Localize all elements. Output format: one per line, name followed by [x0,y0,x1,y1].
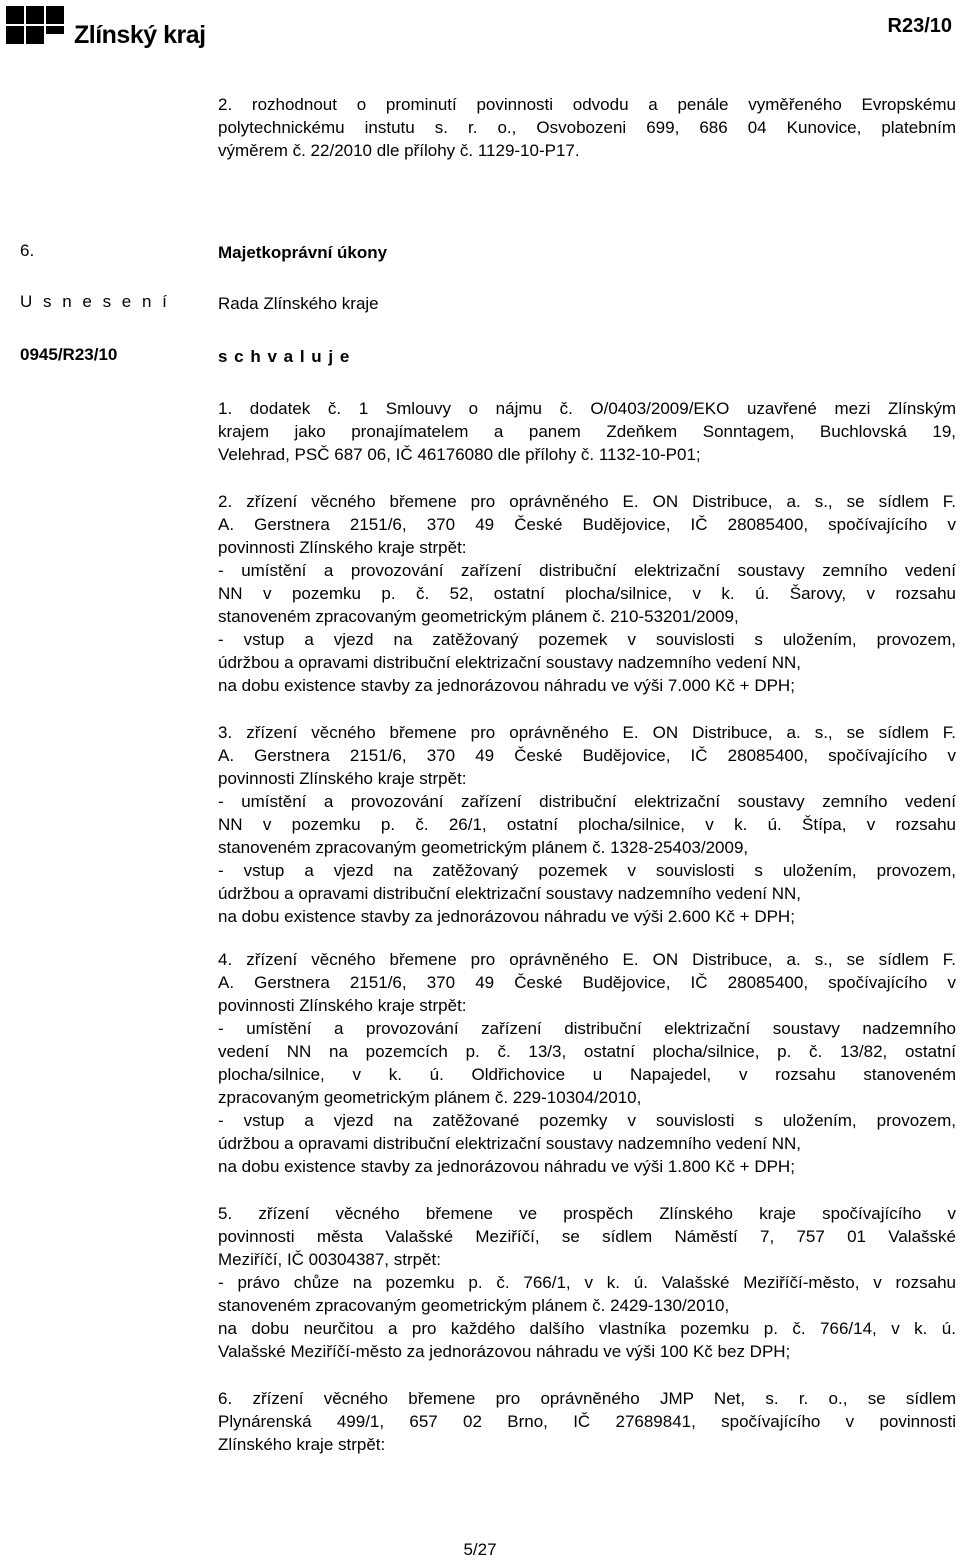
logo [6,6,206,52]
text-line: Velehrad, PSČ 687 06, IČ 46176080 dle přílohy č. 1132-10-P01; [218,445,701,464]
text-line: povinnosti města Valašské Meziříčí, se sídlem Náměstí 7, 757 01 Valašské [218,1227,956,1246]
text-line: 4. zřízení věcného břemene pro oprávněného E. ON Distribuce, a. s., se sídlem F. [218,950,956,969]
text-line: na dobu existence stavby za jednorázovou náhradu ve výši 7.000 Kč + DPH; [218,676,795,695]
text-line: A. Gerstnera 2151/6, 370 49 České Budějovice, IČ 28085400, spočívajícího v [218,515,956,534]
page-header [0,0,960,60]
text-line: - vstup a vjezd na zatěžované pozemky v souvislosti s uložením, provozem, [218,1111,956,1130]
zlin-region-logo-icon [6,6,66,52]
page-number: 5/27 [463,1540,497,1559]
document-number: R23/10 [887,15,952,37]
text-line: Zlínského kraje strpět: [218,1435,386,1454]
text-line: A. Gerstnera 2151/6, 370 49 České Budějovice, IČ 28085400, spočívajícího v [218,973,956,992]
text-line: na dobu existence stavby za jednorázovou náhradu ve výši 2.600 Kč + DPH; [218,907,795,926]
list-item [218,1202,956,1363]
text-line: polytechnickému instutu s. r. o., Osvobozeni 699, 686 04 Kunovice, platebním [218,118,956,137]
text-line: NN v pozemku p. č. 52, ostatní plocha/silnice, v k. ú. Šarovy, v rozsahu [218,584,956,603]
text-line: na dobu existence stavby za jednorázovou náhradu ve výši 1.800 Kč + DPH; [218,1157,795,1176]
text-line: stanoveném zpracovaným geometrickým plánem č. 210-53201/2009, [218,607,739,626]
text-line: stanoveném zpracovaným geometrickým plánem č. 1328-25403/2009, [218,838,749,857]
text-line: krajem jako pronajímatelem a panem Zdeňkem Sonntagem, Buchlovská 19, [218,422,956,441]
text-line: na dobu neurčitou a pro každého dalšího vlastníka pozemku p. č. 766/14, v k. ú. [218,1319,956,1338]
section-title: Majetkoprávní úkony [218,243,388,262]
list-item [218,721,956,928]
text-line: povinnosti Zlínského kraje strpět: [218,996,467,1015]
text-line: Valašské Meziříčí-město za jednorázovou náhradu ve výši 100 Kč bez DPH; [218,1342,791,1361]
resolution-verb: s c h v a l u j e [218,347,351,366]
text-line: 3. zřízení věcného břemene pro oprávněného E. ON Distribuce, a. s., se sídlem F. [218,723,956,742]
list-item [218,1387,956,1456]
text-line: plocha/silnice, v k. ú. Oldřichovice u Napajedel, v rozsahu stanoveném [218,1065,956,1084]
resolution-label: U s n e s e n í [20,292,170,311]
text-line: - vstup a vjezd na zatěžovaný pozemek v souvislosti s uložením, provozem, [218,861,956,880]
text-line: 5. zřízení věcného břemene ve prospěch Zlínského kraje spočívajícího v [218,1204,956,1223]
text-line: Meziříčí, IČ 00304387, strpět: [218,1250,441,1269]
text-line: NN v pozemku p. č. 26/1, ostatní plocha/silnice, v k. ú. Štípa, v rozsahu [218,815,956,834]
resolution-number: 0945/R23/10 [20,345,118,364]
text-line: - umístění a provozování zařízení distribuční elektrizační soustavy zemního vedení [218,792,956,811]
text-line: - právo chůze na pozemku p. č. 766/1, v k. ú. Valašské Meziříčí-město, v rozsahu [218,1273,956,1292]
list-item [218,397,956,466]
text-line: 2. zřízení věcného břemene pro oprávněného E. ON Distribuce, a. s., se sídlem F. [218,492,956,511]
text-line: údržbou a opravami distribuční elektrizační soustavy nadzemního vedení NN, [218,884,802,903]
text-line: povinnosti Zlínského kraje strpět: [218,538,467,557]
logo-text: Zlínský kraj [74,20,206,49]
text-line: - vstup a vjezd na zatěžovaný pozemek v souvislosti s uložením, provozem, [218,630,956,649]
text-line: Plynárenská 499/1, 657 02 Brno, IČ 27689841, spočívajícího v povinnosti [218,1412,956,1431]
list-item [218,490,956,697]
text-line: 6. zřízení věcného břemene pro oprávněného JMP Net, s. r. o., se sídlem [218,1389,956,1408]
text-line: 2. rozhodnout o prominutí povinnosti odvodu a penále vyměřeného Evropskému [218,95,956,114]
text-line: vedení NN na pozemcích p. č. 13/3, ostatní plocha/silnice, p. č. 13/82, ostatní [218,1042,956,1061]
text-line: stanoveném zpracovaným geometrickým plánem č. 2429-130/2010, [218,1296,730,1315]
text-line: 1. dodatek č. 1 Smlouvy o nájmu č. O/0403/2009/EKO uzavřené mezi Zlínským [218,399,956,418]
resolution-body: Rada Zlínského kraje [218,294,379,313]
text-line: povinnosti Zlínského kraje strpět: [218,769,467,788]
list-item [218,948,956,1178]
intro-paragraph [218,93,956,162]
text-line: údržbou a opravami distribuční elektrizační soustavy nadzemního vedení NN, [218,653,802,672]
text-line: výměrem č. 22/2010 dle přílohy č. 1129-10-P17. [218,141,580,160]
text-line: - umístění a provozování zařízení distribuční elektrizační soustavy zemního vedení [218,561,956,580]
text-line: - umístění a provozování zařízení distribuční elektrizační soustavy nadzemního [218,1019,956,1038]
text-line: A. Gerstnera 2151/6, 370 49 České Budějovice, IČ 28085400, spočívajícího v [218,746,956,765]
text-line: údržbou a opravami distribuční elektrizační soustavy nadzemního vedení NN, [218,1134,802,1153]
section-number: 6. [20,241,35,260]
text-line: zpracovaným geometrickým plánem č. 229-10304/2010, [218,1088,642,1107]
